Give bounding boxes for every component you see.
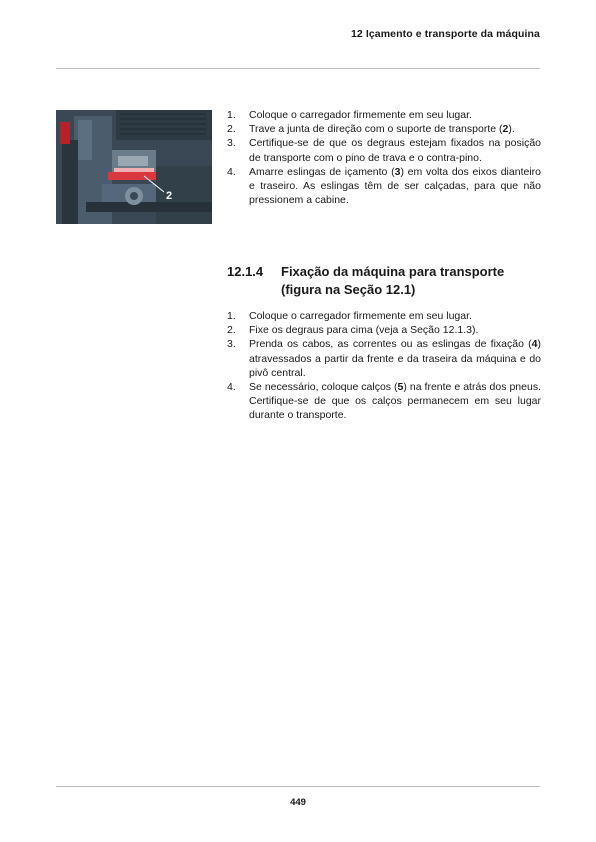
list-item-text: Coloque o carregador firmemente em seu lugar. bbox=[249, 310, 472, 322]
list-item-number: 3. bbox=[227, 137, 236, 150]
procedure-list-1 bbox=[224, 108, 541, 207]
list-item bbox=[224, 136, 541, 164]
list-item bbox=[224, 380, 541, 423]
section-heading bbox=[224, 263, 541, 299]
section-title-line-1: Fixação da máquina para transporte bbox=[281, 264, 505, 279]
running-header: 12 Içamento e transporte da máquina bbox=[350, 28, 540, 40]
list-item-text: Certifique-se de que os degraus estejam fixados na posição de transporte com o pino de trava e o contra-pino. bbox=[249, 137, 541, 164]
list-item-number: 4. bbox=[227, 165, 236, 178]
machine-photo bbox=[56, 110, 212, 224]
list-item-text: Se necessário, coloque calços ( bbox=[249, 381, 398, 394]
list-item-number: 1. bbox=[227, 310, 236, 322]
list-item bbox=[224, 108, 541, 122]
footer-divider bbox=[56, 786, 540, 787]
callout-reference: 4 bbox=[531, 338, 538, 351]
list-item-number: 3. bbox=[227, 338, 236, 351]
list-item bbox=[224, 122, 541, 136]
articulation-joint-illustration bbox=[56, 110, 212, 224]
figure-callout-label: 2 bbox=[166, 190, 173, 202]
callout-reference: 3 bbox=[394, 165, 401, 178]
list-item-text: Prenda os cabos, as correntes ou as eslingas de fixação ( bbox=[249, 338, 532, 351]
section-title-line-2: (figura na Seção 12.1) bbox=[281, 282, 416, 297]
list-item bbox=[224, 323, 541, 337]
list-item-text: ) na frente e atrás dos pneus. Certifique-se de que os calços permanecem em seu lugar durante o transporte. bbox=[249, 381, 541, 422]
callout-reference: 5 bbox=[397, 381, 404, 394]
section-number: 12.1.4 bbox=[227, 264, 264, 279]
list-item-number: 2. bbox=[227, 324, 236, 337]
list-item-text: Coloque o carregador firmemente em seu lugar. bbox=[249, 109, 472, 121]
list-item bbox=[224, 309, 541, 323]
list-item-number: 4. bbox=[227, 381, 236, 394]
list-item-text: ) atravessados a partir da frente e da traseira da máquina e do pivô central. bbox=[249, 338, 541, 379]
list-item bbox=[224, 337, 541, 380]
list-item-number: 2. bbox=[227, 123, 236, 136]
list-item-text: Fixe os degraus para cima (veja a Seção 12.1.3). bbox=[249, 324, 479, 337]
list-item-text: ). bbox=[508, 123, 515, 136]
list-item-text: ) em volta dos eixos dianteiro e traseiro. As eslingas têm de ser calçadas, para que não pressionem a cabine. bbox=[249, 165, 541, 207]
list-item-number: 1. bbox=[227, 109, 236, 121]
list-item-text: Trave a junta de direção com o suporte de transporte ( bbox=[249, 123, 503, 136]
callout-reference: 2 bbox=[502, 123, 509, 136]
page-number: 449 bbox=[290, 797, 306, 808]
procedure-list-2 bbox=[224, 309, 541, 423]
list-item bbox=[224, 165, 541, 208]
header-divider bbox=[56, 68, 540, 69]
list-item-text: Amarre eslingas de içamento ( bbox=[249, 165, 395, 178]
